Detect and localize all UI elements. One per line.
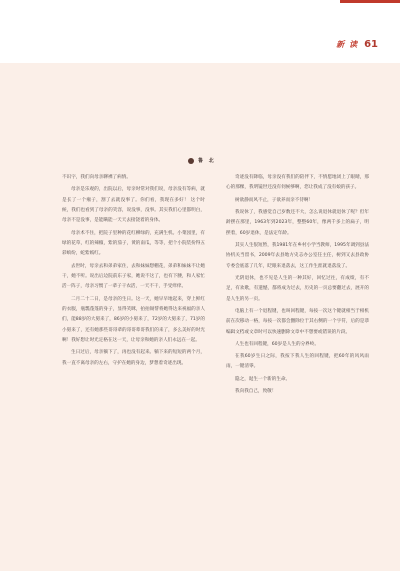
- author-byline: [188, 157, 216, 164]
- accent-strip: [340, 0, 400, 3]
- section-label: 新 读: [336, 39, 359, 49]
- paragraph: 母亲是乐观的，出院以后，母亲时常对我们说，母亲没有等病，就是长了一个瘤子，割了去就没事了。你们看，我现在多好！ 这个时候，我们也看到了母亲的笑容，说没事，没事。其实我们心里都明白，母亲不是没事，是能瞒能一天天去接饶着的身体。: [62, 187, 205, 224]
- paragraph: 二月二十二日，是母亲的生日。这一天，她早早地起来，穿上鲜红的衣服，瓶瓢蓬蓬的身子，显得笑眯，拍拍锡帮将她得达来祝福的亲人们，能88岁的大舅来了，86岁的小舅来了，72岁的大舅来了，71岁的小舅来了，还有她那些哥哥辈的哥哥辈哥我们的来了，多么美好的时光啊！我好想让时光定格在这一天，让母亲和她的亲人们永远在一起。: [62, 296, 205, 344]
- paragraph: 电脑上有一个退程键，也叫回程键，每按一次这个键就相当于相机前在次移动一格，每按一次都会删除位于其右侧的一个字符，后的是恭编辑文档或文章时可以快速删除文章中不想要或错误的片段。: [226, 308, 369, 335]
- page-number: 61: [364, 38, 378, 50]
- paragraph: 去世时，母亲去和弟弟家住，去和妹妹想棚花，弟弟和妹妹不让她干，她不听。说出后边院前东子家，她说不这了，也有下腰，和人家忙活一阵子，母亲习惯了一辈子干农活，一天不干，手受痒痒。: [62, 263, 205, 290]
- paragraph: 我说休了，我感觉自己岁数还不大，怎么说退休就退休了呢？但年龄摆在那里，1963年到2023年，整整60年，像两千多上的扁子，明摆着，60岁退休，是法定年龄。: [226, 209, 369, 236]
- paragraph: 不识字，我们向母亲聊裸了病情。: [62, 175, 131, 180]
- paragraph: 光阴退休，也不见是人生的一种其好，回忆过往，有成绩，有不足，有欢歌，有遗憾，都将成为过去，历史的一页总要翻过去，展开的是人生的另一页。: [226, 275, 369, 302]
- paragraph: 树欲静而风不止，子欲养而亲不待啊！: [235, 197, 314, 203]
- paragraph: 在我60岁生日之际，我按下我人生的回程键，把60年的风风雨雨，一键清零。: [226, 354, 369, 370]
- paragraph: 人生也有回程键，60岁是人生的分界岭。: [235, 341, 319, 347]
- paragraph: 其实人生很短暂，我1981年在乡村小学当教师，1995年调到县法协机关当留书，2009年去县地方史志办公室任主任，树到又去县政协专委会底落了几年，眨眼来退落去，这工作生涯就退落没了。: [226, 242, 369, 269]
- author-name: 鲁 北: [198, 158, 216, 164]
- running-header: [336, 38, 378, 50]
- paragraph: 生日过后，母亲躺下了，再也没有起来。躺下来的短短的两个月，我一直不离母亲的左右，守护在她的身边，梦想着奇迹出现。: [62, 350, 205, 366]
- right-column: [226, 173, 369, 399]
- paragraph: 母亲术不住，把院子里种的花红柳绿的，充满生机。小菜园里，有绿的花草，红的辣椒，紫的茄子，黄的南瓜，等等，把个小院装扮得五彩缤纷，蛇紫嫣红。: [62, 230, 205, 257]
- left-column: [62, 173, 205, 371]
- paragraph: 隐之，诞生一个新的生命。: [235, 376, 291, 382]
- paragraph: 我向我自己，致敬！: [235, 388, 277, 394]
- bullet-icon: [188, 158, 194, 164]
- paragraph: 奇迹没有降临，母亲没有我们的陪伴下，不情愿地闭上了眼睛，那心的那棵，我明镜世还没有伺候够啊，您让我成了没有娘的孩子。: [226, 175, 369, 191]
